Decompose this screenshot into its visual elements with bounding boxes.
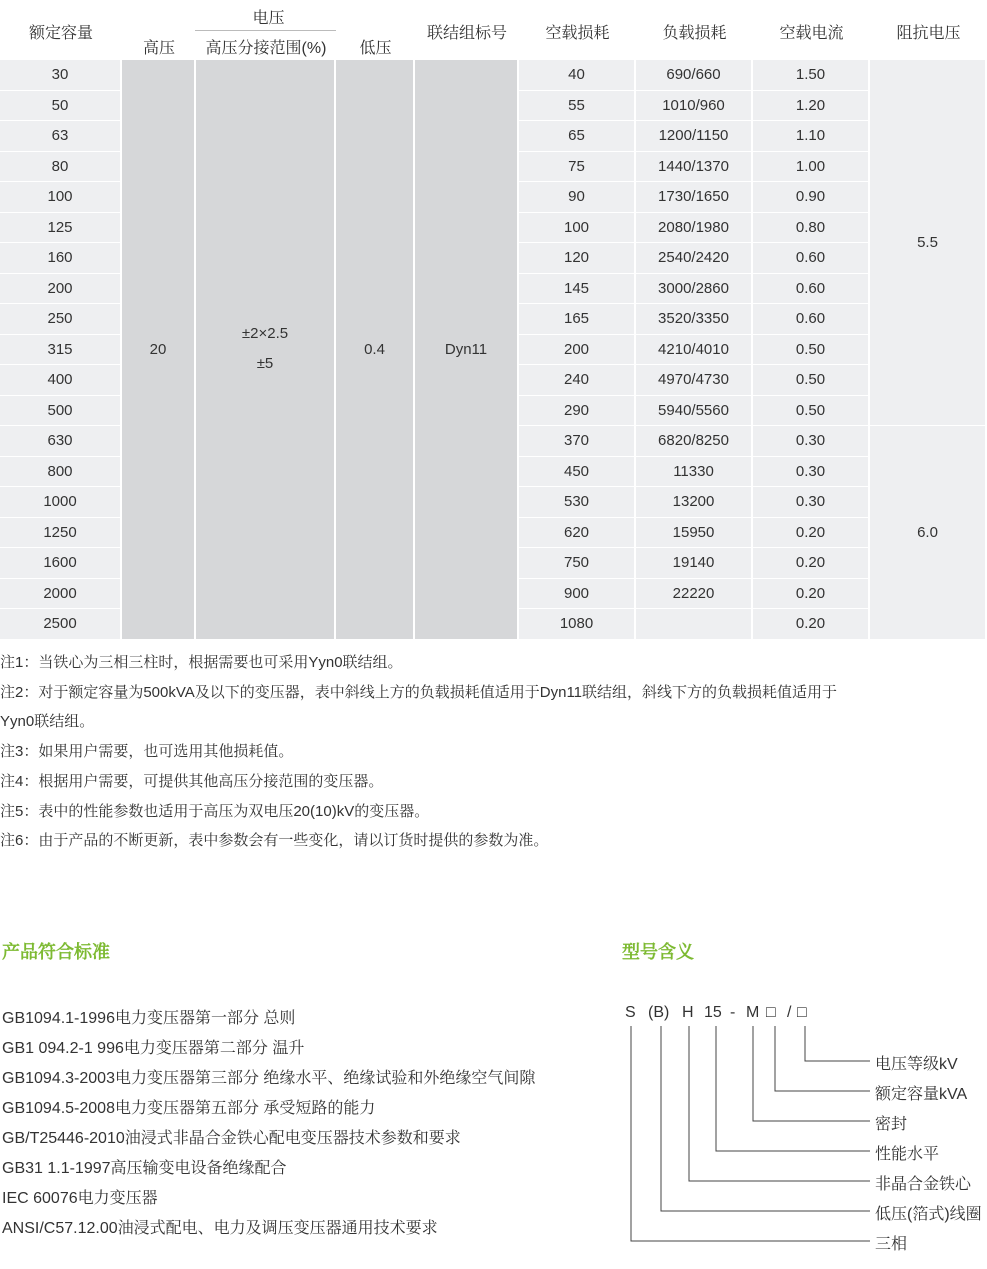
model-label-coil: 低压(箔式)线圈: [875, 1206, 982, 1223]
cell-capacity: 1250: [0, 518, 122, 549]
cell-load-loss: 13200: [636, 487, 753, 518]
cell-no-load-loss: 165: [519, 304, 636, 335]
cell-no-load-current: 0.30: [753, 487, 870, 518]
cell-connection: Dyn11: [415, 60, 519, 640]
cell-load-loss: 1730/1650: [636, 182, 753, 213]
cell-capacity: 400: [0, 365, 122, 396]
cell-capacity: 250: [0, 304, 122, 335]
model-code-box1: □: [766, 1004, 776, 1021]
leader-line: [716, 1026, 870, 1151]
cell-no-load-loss: 65: [519, 121, 636, 152]
model-label-phase: 三相: [875, 1236, 908, 1253]
tap-range-line-2: ±5: [256, 355, 274, 373]
cell-load-loss: 2540/2420: [636, 243, 753, 274]
cell-no-load-loss: 100: [519, 213, 636, 244]
cell-capacity: 1000: [0, 487, 122, 518]
cell-no-load-loss: 120: [519, 243, 636, 274]
header-lv: 低压: [359, 40, 392, 57]
header-load-loss: 负载损耗: [662, 25, 727, 42]
cell-impedance: 6.0: [870, 426, 987, 640]
cell-load-loss: 1200/1150: [636, 121, 753, 152]
cell-capacity: 1600: [0, 548, 122, 579]
model-code-box2: □: [797, 1004, 807, 1021]
cell-capacity: 630: [0, 426, 122, 457]
cell-no-load-loss: 750: [519, 548, 636, 579]
cell-no-load-current: 0.50: [753, 396, 870, 427]
cell-no-load-loss: 370: [519, 426, 636, 457]
standard-item: ANSI/C57.12.00油浸式配电、电力及调压变压器通用技术要求: [2, 1220, 438, 1237]
cell-no-load-loss: 75: [519, 152, 636, 183]
cell-no-load-current: 0.20: [753, 548, 870, 579]
leader-line: [631, 1026, 870, 1241]
cell-no-load-current: 0.50: [753, 335, 870, 366]
header-connection: 联结组标号: [426, 25, 507, 42]
header-no-load-current: 空载电流: [779, 25, 844, 42]
cell-load-loss: [636, 609, 753, 640]
model-diagram: [615, 1000, 987, 1260]
standard-item: GB/T25446-2010油浸式非晶合金铁心配电变压器技术参数和要求: [2, 1130, 461, 1147]
model-code-15: 15: [704, 1004, 722, 1021]
cell-no-load-current: 1.50: [753, 60, 870, 91]
cell-capacity: 125: [0, 213, 122, 244]
cell-load-loss: 4210/4010: [636, 335, 753, 366]
standard-item: GB1094.5-2008电力变压器第五部分 承受短路的能力: [2, 1100, 376, 1117]
note-2-cont: Yyn0联结组。: [0, 713, 95, 731]
model-label-sealed: 密封: [875, 1116, 908, 1133]
cell-load-loss: 1010/960: [636, 91, 753, 122]
model-code-m: M: [746, 1004, 760, 1021]
cell-capacity: 100: [0, 182, 122, 213]
note-1: 注1：当铁心为三相三柱时，根据需要也可采用Yyn0联结组。: [0, 654, 403, 671]
leader-line: [753, 1026, 870, 1121]
leader-line: [805, 1026, 870, 1061]
cell-load-loss: 5940/5560: [636, 396, 753, 427]
cell-no-load-current: 1.20: [753, 91, 870, 122]
header-tap-range: 高压分接范围(%): [205, 40, 327, 57]
note-6: 注6：由于产品的不断更新，表中参数会有一些变化，请以订货时提供的参数为准。: [0, 832, 549, 850]
header-divider: [195, 30, 336, 31]
cell-no-load-current: 0.30: [753, 457, 870, 488]
standard-item: GB1 094.2-1 996电力变压器第二部分 温升: [2, 1040, 305, 1057]
header-impedance: 阻抗电压: [896, 25, 961, 42]
cell-capacity: 50: [0, 91, 122, 122]
model-title: 型号含义: [622, 942, 694, 962]
cell-no-load-loss: 240: [519, 365, 636, 396]
cell-load-loss: 4970/4730: [636, 365, 753, 396]
cell-capacity: 200: [0, 274, 122, 305]
cell-load-loss: 1440/1370: [636, 152, 753, 183]
model-label-voltage: 电压等级kV: [875, 1056, 958, 1073]
cell-no-load-current: 0.60: [753, 243, 870, 274]
cell-hv: 20: [122, 60, 196, 640]
standard-item: IEC 60076电力变压器: [2, 1190, 158, 1207]
cell-load-loss: 3000/2860: [636, 274, 753, 305]
cell-no-load-current: 0.80: [753, 213, 870, 244]
model-label-core: 非晶合金铁心: [875, 1176, 972, 1193]
cell-no-load-loss: 620: [519, 518, 636, 549]
tap-range-line-1: ±2×2.5: [241, 325, 289, 343]
header-capacity: 额定容量: [28, 25, 93, 42]
cell-no-load-loss: 450: [519, 457, 636, 488]
cell-no-load-current: 0.60: [753, 304, 870, 335]
cell-capacity: 2000: [0, 579, 122, 610]
model-code-b: (B): [648, 1004, 670, 1021]
cell-load-loss: 11330: [636, 457, 753, 488]
cell-capacity: 800: [0, 457, 122, 488]
standards-title: 产品符合标准: [2, 942, 110, 962]
cell-no-load-current: 0.60: [753, 274, 870, 305]
cell-capacity: 315: [0, 335, 122, 366]
model-code-slash: /: [787, 1004, 792, 1021]
cell-no-load-loss: 900: [519, 579, 636, 610]
cell-no-load-current: 0.30: [753, 426, 870, 457]
cell-load-loss: 19140: [636, 548, 753, 579]
table-header: [0, 0, 987, 60]
cell-no-load-current: 0.20: [753, 579, 870, 610]
cell-load-loss: 6820/8250: [636, 426, 753, 457]
cell-capacity: 80: [0, 152, 122, 183]
cell-load-loss: 2080/1980: [636, 213, 753, 244]
cell-no-load-loss: 1080: [519, 609, 636, 640]
cell-impedance: 5.5: [870, 60, 987, 426]
parameter-table: [0, 60, 987, 640]
model-code-dash: -: [730, 1004, 736, 1021]
table-body: [0, 60, 987, 640]
leader-line: [661, 1026, 870, 1211]
cell-no-load-current: 0.90: [753, 182, 870, 213]
model-code-s: S: [625, 1004, 636, 1021]
cell-load-loss: 15950: [636, 518, 753, 549]
cell-no-load-loss: 145: [519, 274, 636, 305]
cell-capacity: 63: [0, 121, 122, 152]
cell-capacity: 500: [0, 396, 122, 427]
cell-no-load-loss: 55: [519, 91, 636, 122]
cell-load-loss: 22220: [636, 579, 753, 610]
standards-list: [2, 1004, 535, 1244]
cell-load-loss: 690/660: [636, 60, 753, 91]
model-label-performance: 性能水平: [875, 1146, 940, 1163]
cell-tap-range: [196, 60, 336, 640]
header-no-load-loss: 空载损耗: [545, 25, 610, 42]
model-label-capacity: 额定容量kVA: [875, 1086, 968, 1103]
notes: [0, 648, 987, 856]
header-voltage: 电压: [252, 10, 285, 27]
cell-no-load-loss: 200: [519, 335, 636, 366]
cell-no-load-loss: 90: [519, 182, 636, 213]
note-3: 注3：如果用户需要，也可选用其他损耗值。: [0, 743, 294, 761]
cell-capacity: 2500: [0, 609, 122, 640]
standard-item: GB31 1.1-1997高压输变电设备绝缘配合: [2, 1160, 287, 1177]
standard-item: GB1094.3-2003电力变压器第三部分 绝缘水平、绝缘试验和外绝缘空气间隙: [2, 1070, 536, 1087]
note-2: 注2：对于额定容量为500kVA及以下的变压器，表中斜线上方的负载损耗值适用于Dyn11联结组，斜线下方的负载损耗值适用于: [0, 683, 838, 701]
cell-no-load-loss: 530: [519, 487, 636, 518]
standard-item: GB1094.1-1996电力变压器第一部分 总则: [2, 1010, 296, 1027]
cell-no-load-current: 1.10: [753, 121, 870, 152]
cell-lv: 0.4: [336, 60, 415, 640]
cell-no-load-loss: 40: [519, 60, 636, 91]
cell-no-load-current: 0.20: [753, 609, 870, 640]
note-5: 注5：表中的性能参数也适用于高压为双电压20(10)kV的变压器。: [0, 802, 430, 820]
cell-capacity: 160: [0, 243, 122, 274]
cell-capacity: 30: [0, 60, 122, 91]
table-row: [0, 60, 987, 91]
note-4: 注4：根据用户需要，可提供其他高压分接范围的变压器。: [0, 772, 384, 790]
leader-line: [775, 1026, 870, 1091]
cell-no-load-current: 0.50: [753, 365, 870, 396]
cell-no-load-current: 1.00: [753, 152, 870, 183]
model-code-h: H: [682, 1004, 694, 1021]
cell-no-load-current: 0.20: [753, 518, 870, 549]
cell-no-load-loss: 290: [519, 396, 636, 427]
cell-load-loss: 3520/3350: [636, 304, 753, 335]
header-hv: 高压: [142, 40, 175, 57]
